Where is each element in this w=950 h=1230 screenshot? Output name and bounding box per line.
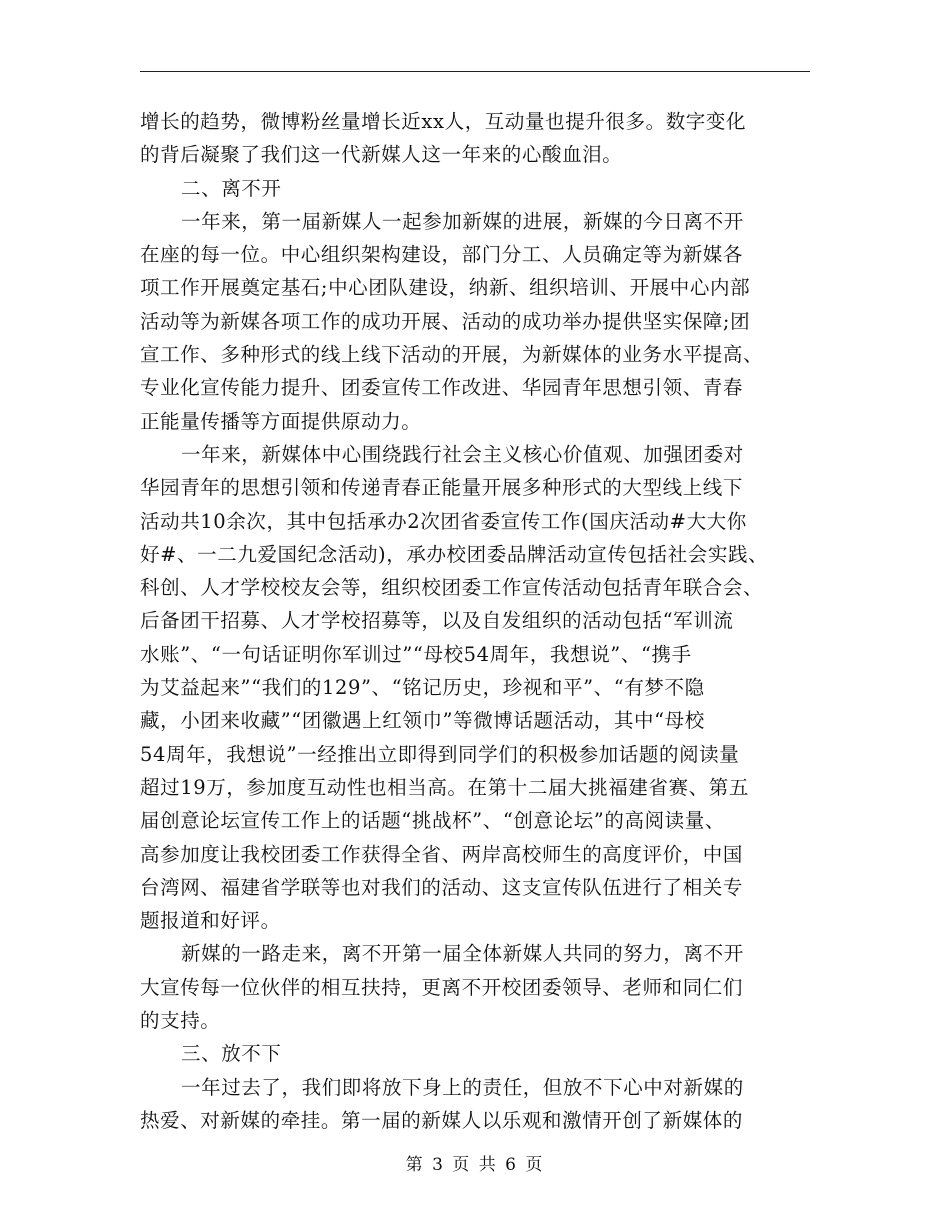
text-line: 热爱、对新媒的牵挂。第一届的新媒人以乐观和激情开创了新媒体的	[140, 1108, 744, 1132]
text-line: 活动等为新媒各项工作的成功开展、活动的成功举办提供坚实保障;团	[140, 309, 751, 333]
text-line: 一年过去了，我们即将放下身上的责任，但放不下心中对新媒的	[181, 1075, 744, 1099]
text-line: 的背后凝聚了我们这一代新媒人这一年来的心酸血泪。	[140, 143, 623, 167]
text-line: 水账”、“一句话证明你军训过”“母校54周年，我想说”、“携手	[140, 642, 692, 666]
text-line: 增长的趋势，微博粉丝量增长近xx人，互动量也提升很多。数字变化	[140, 110, 747, 133]
text-line: 台湾网、福建省学联等也对我们的活动、这支宣传队伍进行了相关专	[140, 875, 744, 899]
text-line: 一年来，新媒体中心围绕践行社会主义核心价值观、加强团委对	[181, 442, 744, 466]
text-line: 在座的每一位。中心组织架构建设，部门分工、人员确定等为新媒各	[140, 243, 744, 267]
text-line: 为艾益起来”“我们的129”、“铭记历史，珍视和平”、“有梦不隐	[140, 676, 705, 700]
text-line: 一年来，第一届新媒人一起参加新媒的进展，新媒的今日离不开	[181, 209, 744, 233]
document-body	[140, 105, 810, 1137]
text-line: 高参加度让我校团委工作获得全省、两岸高校师生的高度评价，中国	[140, 842, 744, 866]
text-line: 届创意论坛宣传工作上的话题“挑战杯”、“创意论坛”的高阅读量、	[140, 809, 725, 833]
text-line: 题报道和好评。	[140, 909, 281, 933]
text-line: 宣工作、多种形式的线上线下活动的开展，为新媒体的业务水平提高、	[140, 343, 764, 367]
text-line: 大宣传每一位伙伴的相互扶持，更离不开校团委领导、老师和同仁们	[140, 975, 744, 999]
text-line: 华园青年的思想引领和传递青春正能量开展多种形式的大型线上线下	[140, 476, 744, 500]
text-line: 二、离不开	[181, 176, 282, 200]
text-line: 活动共10余次，其中包括承办2次团省委宣传工作(国庆活动#大大你	[140, 509, 747, 533]
text-line: 正能量传播等方面提供原动力。	[140, 409, 422, 433]
text-line: 藏，小团来收藏”“团徽遇上红领巾”等微博话题活动，其中“母校	[140, 709, 705, 733]
text-line: 好#、一二九爱国纪念活动)，承办校团委品牌活动宣传包括社会实践、	[140, 542, 769, 566]
text-line: 新媒的一路走来，离不开第一届全体新媒人共同的努力，离不开	[181, 942, 744, 966]
header-rule	[140, 71, 810, 72]
text-line: 科创、人才学校校友会等，组织校团委工作宣传活动包括青年联合会、	[140, 576, 764, 600]
text-line: 项工作开展奠定基石;中心团队建设，纳新、组织培训、开展中心内部	[140, 276, 751, 300]
page-footer: 第 3 页 共 6 页	[405, 1155, 545, 1175]
text-line: 三、放不下	[181, 1042, 282, 1066]
text-line: 54周年，我想说”一经推出立即得到同学们的积极参加话题的阅读量	[140, 742, 740, 766]
text-line: 超过19万，参加度互动性也相当高。在第十二届大挑福建省赛、第五	[140, 775, 749, 799]
text-line: 专业化宣传能力提升、团委宣传工作改进、华园青年思想引领、青春	[140, 376, 744, 400]
text-line: 的支持。	[140, 1009, 221, 1033]
text-line: 后备团干招募、人才学校招募等，以及自发组织的活动包括“军训流	[140, 609, 734, 633]
